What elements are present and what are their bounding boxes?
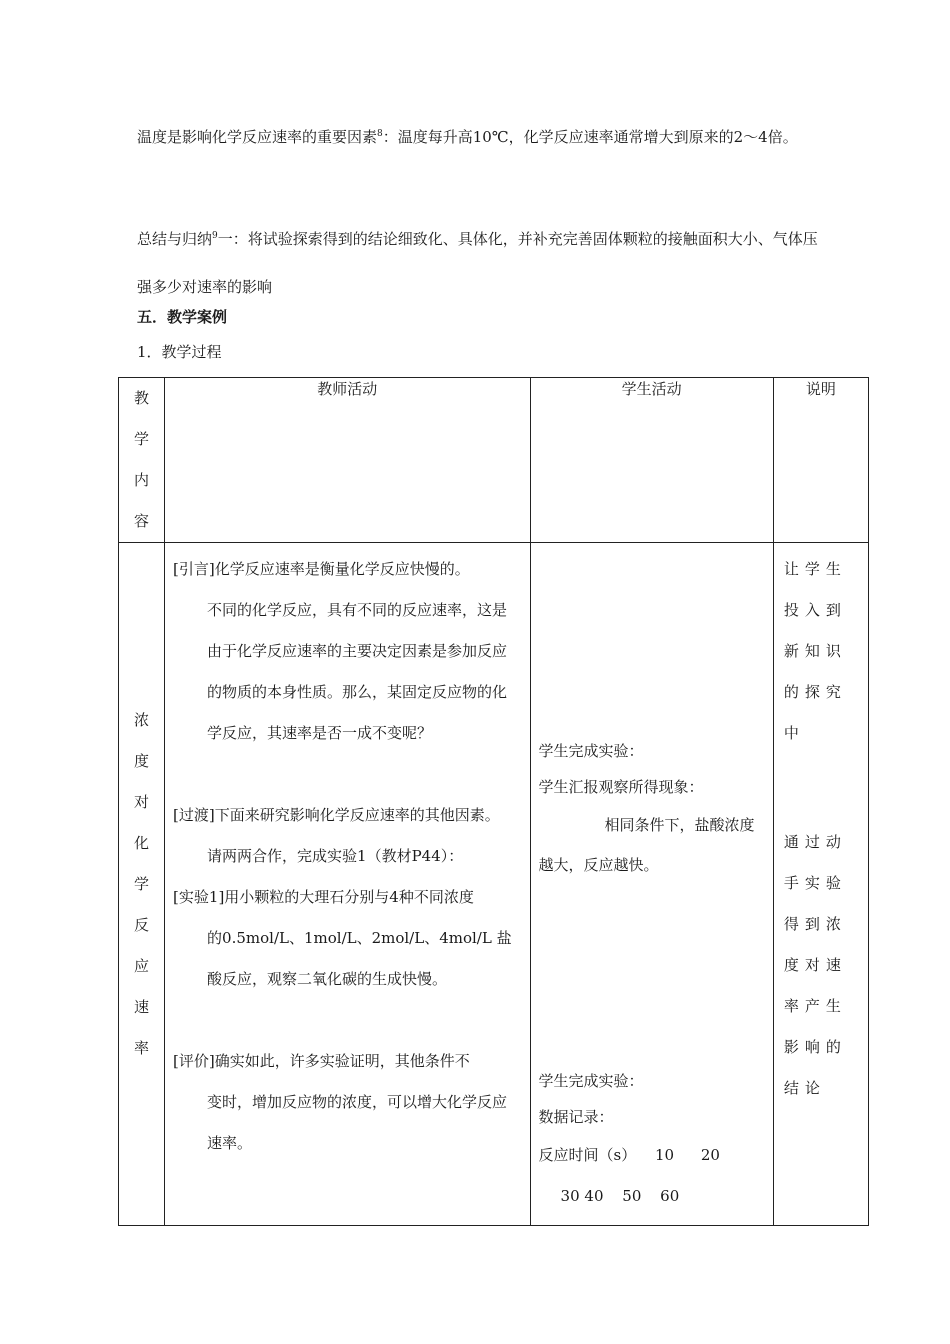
teacher-exp1: [实验1]用小颗粒的大理石分别与4种不同浓度 [173, 888, 474, 906]
paragraph-temperature [137, 113, 827, 161]
note-1: 让学生投入到新知识的探究中 [783, 560, 847, 742]
table-row [119, 543, 869, 1226]
student-observation: 相同条件下，盐酸浓度越大，反应越快。 [538, 816, 755, 874]
student-complete1: 学生完成实验： [538, 742, 644, 760]
p2-text-cont: 一：将试验探索得到的结论细致化、具体化，并补充完善固体颗粒的接触面积大小、气体压强多少对速率的影响 [137, 230, 818, 296]
teacher-transition: [过渡]下面来研究影响化学反应速率的其他因素。 [173, 806, 500, 824]
header-note: 说明 [773, 378, 868, 543]
teacher-intro-cont: 不同的化学反应，具有不同的反应速率，这是由于化学反应速率的主要决定因素是参加反应的物质的本身性质。那么，某固定反应物的化学反应，其速率是否一成不变呢？ [207, 601, 508, 742]
time-value: 60 [660, 1187, 680, 1205]
teacher-cell [165, 543, 530, 1226]
student-cell [530, 543, 773, 1226]
header-student: 学生活动 [530, 378, 773, 543]
teacher-exp1-cont: 的0.5mol/L、1mol/L、2mol/L、4mol/L 盐酸反应，观察二氧化碳的生成快慢。 [207, 929, 512, 988]
header-teacher: 教师活动 [165, 378, 530, 543]
time-value: 10 [655, 1146, 675, 1164]
p1-text-cont: ：温度每升高10℃，化学反应速率通常增大到原来的2～4倍。 [382, 128, 798, 146]
p1-text: 温度是影响化学反应速率的重要因素 [137, 128, 378, 146]
section-heading: 五．教学案例 [137, 308, 228, 326]
time-value: 20 [700, 1146, 720, 1164]
table-header-row [119, 378, 869, 543]
footnote-9: 9 [212, 231, 218, 241]
footnote-8: 8 [377, 129, 383, 139]
lesson-table [118, 377, 869, 1226]
topic-cell [119, 543, 165, 1226]
teacher-eval-cont: 变时，增加反应物的浓度，可以增大化学反应速率。 [207, 1093, 508, 1152]
time-value: 40 [584, 1187, 604, 1205]
student-data-record: 数据记录： [538, 1108, 614, 1126]
note-cell [773, 543, 868, 1226]
teacher-intro: [引言]化学反应速率是衡量化学反应快慢的。 [173, 560, 470, 578]
student-complete2: 学生完成实验： [538, 1072, 644, 1090]
topic-text: 浓度对化学反应速率 [134, 710, 150, 1057]
time-value: 30 [560, 1187, 580, 1205]
note-2: 通过动手实验得到浓度对速率产生影响的结论 [783, 833, 847, 1097]
header-content: 教学内容 [119, 378, 165, 543]
student-time-row: 反应时间（s） 10 20 30 40 50 60 [538, 1146, 720, 1205]
student-report: 学生汇报观察所得现象： [538, 778, 704, 796]
time-value: 50 [622, 1187, 642, 1205]
paragraph-summary [137, 215, 827, 311]
teacher-pair-work: 请两两合作，完成实验1（教材P44）： [207, 847, 464, 865]
p2-text: 总结与归纳 [137, 230, 213, 248]
subsection-heading: 1．教学过程 [137, 343, 222, 361]
teacher-eval: [评价]确实如此，许多实验证明，其他条件不 [173, 1052, 470, 1070]
